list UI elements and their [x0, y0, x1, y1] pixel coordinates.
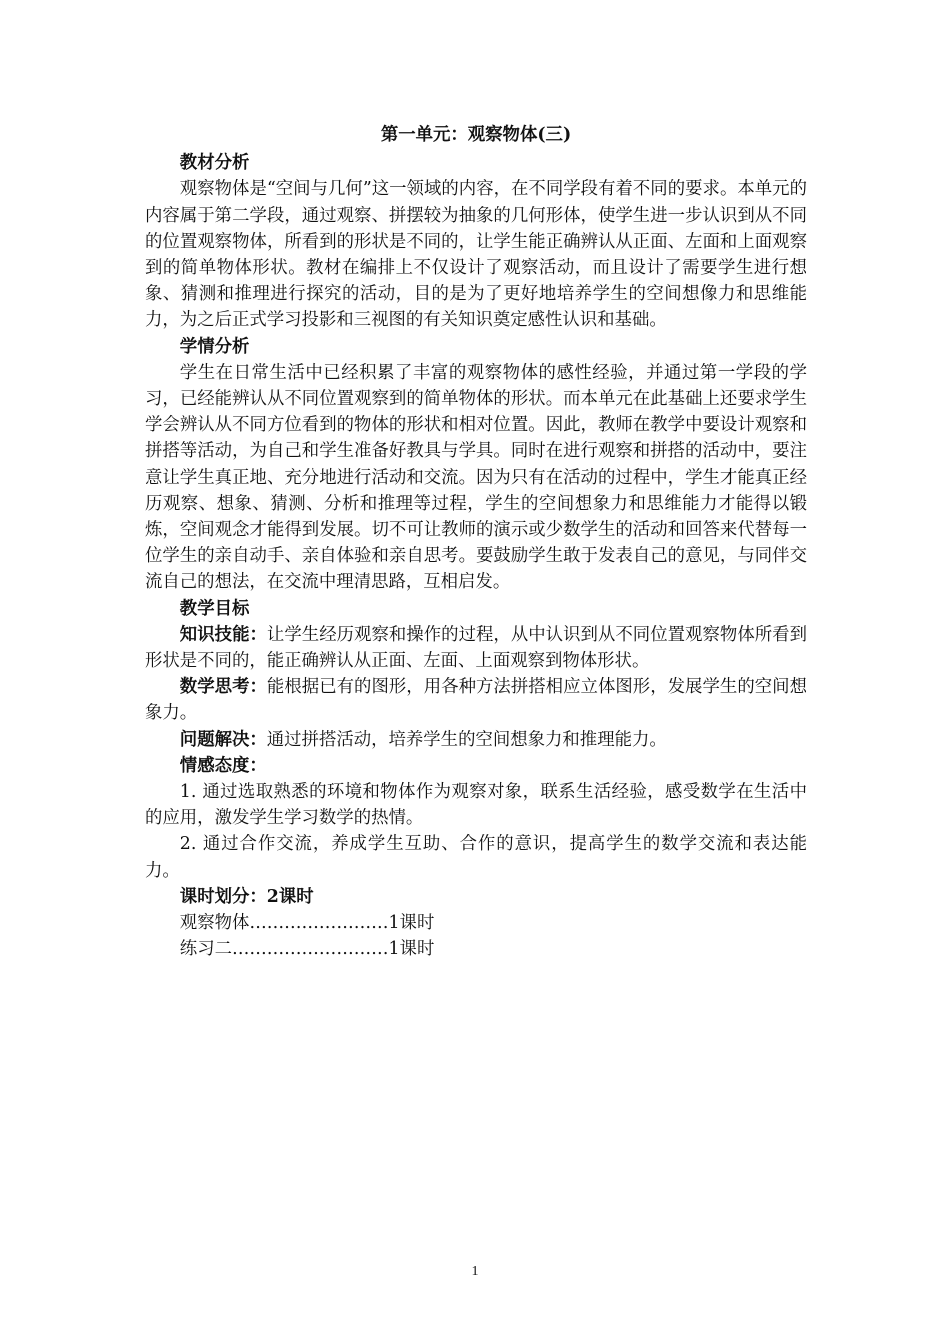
section-heading-material: 教材分析 — [179, 153, 250, 174]
goal-attitude-label: 情感态度： — [179, 755, 267, 776]
page-title: 第一单元：观察物体(三) — [380, 125, 572, 145]
section-heading-students: 学情分析 — [179, 336, 250, 357]
goal-problem-label: 问题解决： — [179, 729, 267, 750]
schedule-item: 观察物体……………………1课时 — [179, 913, 435, 934]
attitude-item: 2. 通过合作交流，养成学生互助、合作的意识，提高学生的数学交流和表达能力。 — [145, 834, 807, 881]
paragraph-students: 学生在日常生活中已经积累了丰富的观察物体的感性经验，并通过第一学段的学习，已经能辨认从不同位置观察到的简单物体的形状。而本单元在此基础上还要求学生学会辨认从不同方位看到的物体的形状和相对位置。因此，教师在教学中要设计观察和拼搭等活动，为自己和学生准备好教具与学具。同时在进行观察和拼搭的活动中，要注意让学生真正地、充分地进行活动和交流。因为只有在活动的过程中，学生才能真正经历观察、想象、猜测、分析和推理等过程，学生的空间想象力和思维能力才能得以锻炼，空间观念才能得到发展。切不可让教师的演示或少数学生的活动和回答来代替每一位学生的亲自动手、亲自体验和亲自思考。要鼓励学生敢于发表自己的意见，与同伴交流自己的想法，在交流中理清思路，互相启发。 — [145, 362, 807, 593]
goal-thinking-text: 能根据已有的图形，用各种方法拼搭相应立体图形，发展学生的空间想象力。 — [145, 677, 807, 724]
attitude-item: 1. 通过选取熟悉的环境和物体作为观察对象，联系生活经验，感受数学在生活中的应用，激发学生学习数学的热情。 — [145, 782, 807, 829]
goal-knowledge-text: 让学生经历观察和操作的过程，从中认识到从不同位置观察物体所看到形状是不同的，能正确辨认从正面、左面、上面观察到物体形状。 — [145, 624, 807, 672]
goal-knowledge-label: 知识技能： — [179, 624, 267, 645]
section-heading-goals: 教学目标 — [179, 598, 250, 619]
schedule-item: 练习二………………………1课时 — [179, 939, 435, 960]
goal-problem-text: 通过拼搭活动，培养学生的空间想象力和推理能力。 — [266, 729, 667, 750]
section-heading-schedule: 课时划分：2课时 — [179, 886, 314, 907]
page-number: 1 — [471, 1264, 479, 1279]
paragraph-material: 观察物体是“空间与几何”这一领域的内容，在不同学段有着不同的要求。本单元的内容属于第二学段，通过观察、拼摆较为抽象的几何形体，使学生进一步认识到从不同的位置观察物体，所看到的形状是不同的，让学生能正确辨认从正面、左面和上面观察到的简单物体形状。教材在编排上不仅设计了观察活动，而且设计了需要学生进行想象、猜测和推理进行探究的活动，目的是为了更好地培养学生的空间想像力和思维能力，为之后正式学习投影和三视图的有关知识奠定感性认识和基础。 — [145, 179, 807, 331]
goal-knowledge — [145, 622, 807, 674]
goal-thinking — [145, 674, 807, 726]
goal-thinking-label: 数学思考： — [179, 677, 267, 698]
goal-problem — [145, 727, 807, 753]
document-body — [145, 122, 807, 963]
